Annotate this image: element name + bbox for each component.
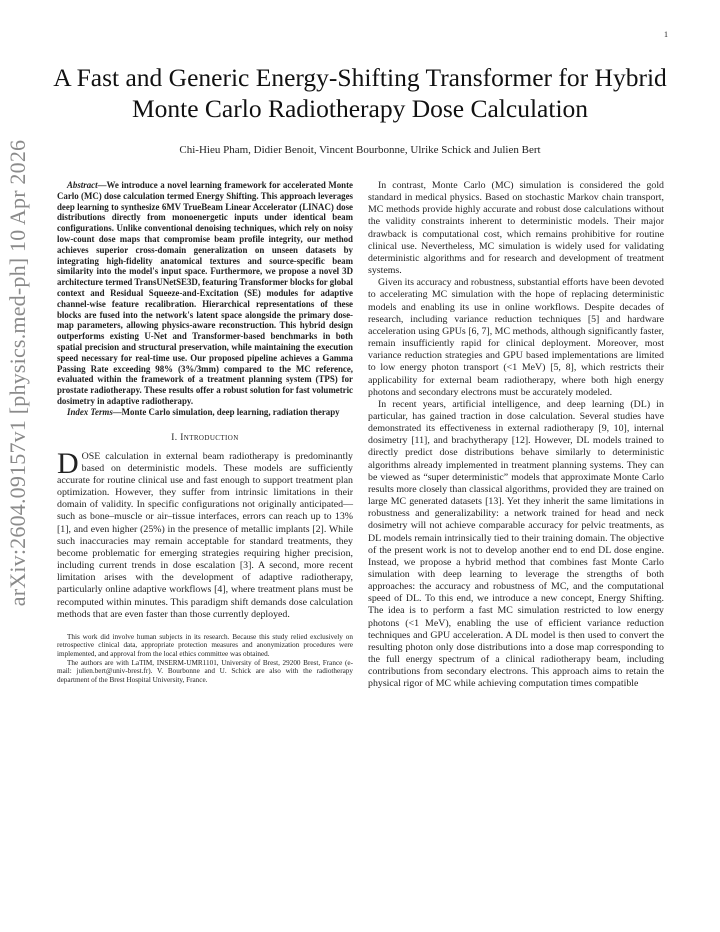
body-paragraph: In contrast, Monte Carlo (MC) simulation is considered the gold standard in medical physics. Based on stochastic Markov chain transport, MC methods provide highly accurate and robust dose calculations without the validity constraints inherent to deterministic models. Their major drawback is computational cost, which remains prohibitive for routine clinical use. Nevertheless, MC simulation is widely used for validating deterministic algorithms and for research and development of treatment systems. — [368, 180, 664, 277]
body-paragraph: Given its accuracy and robustness, substantial efforts have been devoted to accelerating MC simulation with the hope of replacing deterministic models and enabling its use in online workflows. Despite decades of research, including variance reduction techniques [5] and hardware acceleration using GPUs [6, 7], MC methods, although significantly faster, remain insufficiently rapid for clinical deployment. Moreover, most variance reduction strategies and GPU based implementations are limited to low energy photon transport (<1 MeV) [5, 8], which restricts their applicability for external beam radiotherapy, where both high energy photons and secondary electrons must be accurately modeled. — [368, 277, 664, 398]
intro-paragraph — [57, 446, 353, 621]
paper-title: A Fast and Generic Energy-Shifting Transformer for Hybrid Monte Carlo Radiotherapy Dose Calculation — [53, 63, 667, 123]
index-terms-label: Index Terms — [67, 406, 113, 417]
footnote-affiliations: The authors are with LaTIM, INSERM-UMR1101, University of Brest, 29200 Brest, France (e-mail: julien.bert@univ-brest.fr). V. Bourbonne and U. Schick are also with the radiotherapy department of the Brest Hospital University, France. — [57, 658, 353, 684]
abstract-text: —We introduce a novel learning framework for accelerated Monte Carlo (MC) dose calculation termed Energy Shifting. This approach leverages deep learning to synthesize 6MV TrueBeam Linear Accelerator (LINAC) dose distributions directly from monoenergetic inputs under identical beam configurations. Unlike conventional denoising techniques, which rely on noisy low-count dose maps that compromise beam profile integrity, our method achieves superior cross-domain generalization on unseen datasets by integrating high-fidelity anatomical textures and source-specific beam similarity into the model's input space. Furthermore, we propose a novel 3D architecture termed TransUNetSE3D, featuring Transformer blocks for global context and Residual Squeeze-and-Excitation (SE) modules for adaptive channel-wise feature recalibration. Hierarchical representations of these blocks are fused into the network's latent space alongside the primary dose-map parameters, allowing physics-aware reconstruction. This hybrid design outperforms existing U-Net and Transformer-based benchmarks in both spatial precision and structural preservation, while maintaining the execution speed necessary for real-time use. Our proposed pipeline achieves a Gamma Passing Rate exceeding 98% (3%/3mm) compared to the MC reference, evaluated within the framework of a treatment planning system (TPS) for prostate radiotherapy. These results offer a robust solution for fast volumetric dosimetry in adaptive radiotherapy. — [57, 180, 353, 406]
author-list: Chi-Hieu Pham, Didier Benoit, Vincent Bourbonne, Ulrike Schick and Julien Bert — [179, 144, 541, 156]
left-column — [57, 180, 353, 684]
abstract-label: Abstract — [67, 180, 98, 190]
intro-paragraph-text: OSE calculation in external beam radiotherapy is predominantly based on deterministic models. These models are sufficiently accurate for routine clinical use and fast enough to support treatment plan optimization. However, they suffer from intrinsic limitations in their domain of validity. In specific configurations not originally anticipated—such as bone–muscle or air–tissue interfaces, errors can reach up to 13% [1], and even higher (25%) in the presence of metallic implants [2]. While such inaccuracies may remain acceptable for standard treatments, they become problematic for emerging strategies requiring higher precision, including current trends in dose escalation [3]. A second, more recent limitation arises with the development of adaptive radiotherapy, particularly online adaptive workflows [4], where treatment plans must be recomputed within minutes. This paradigm shift demands dose calculation methods that are even faster than those currently deployed. — [57, 450, 353, 620]
body-paragraph: In recent years, artificial intelligence, and deep learning (DL) in particular, has gained traction in dose calculation. Several studies have demonstrated its effectiveness in external radiotherapy [9, 10], internal dosimetry [11], and brachytherapy [12]. However, DL models trained to directly predict dose distributions behave similarly to deterministic algorithms already implemented in treatment planning systems. They can be viewed as “super deterministic” models that approximate Monte Carlo results more closely than classical algorithms, provided they are trained on large MC generated datasets [13]. Yet they inherit the same limitations in robustness and generalizability: a network trained for head and neck dosimetry will not achieve comparable accuracy for pelvic treatments, as DL models remain intrinsically tied to their training domain. The objective of the present work is not to develop another end to end DL dose engine. Instead, we propose a hybrid method that combines fast Monte Carlo simulation with deep learning to leverage the strengths of both approaches: the accuracy and robustness of MC, and the computational speed of DL. To this end, we introduce a new concept, Energy Shifting. The idea is to perform a fast MC simulation restricted to low energy photons (<1 MeV), enabling the use of efficient variance reduction techniques and GPU acceleration. A DL model is then used to convert the resulting photon only dose distributions into a dose map corresponding to the full energy spectrum of a clinical radiotherapy beam, including contributions from secondary electrons. This approach aims to retain the physical rigor of MC while achieving computation times compatible — [368, 398, 664, 690]
drop-cap: D — [57, 446, 79, 480]
index-terms — [57, 407, 353, 418]
right-column — [368, 180, 664, 691]
abstract — [57, 180, 353, 407]
section-heading-introduction: I. Introduction — [171, 432, 239, 443]
index-terms-text: —Monte Carlo simulation, deep learning, radiation therapy — [112, 406, 340, 417]
footnotes — [57, 633, 353, 685]
footnote-ethics: This work did involve human subjects in its research. Because this study relied exclusively on retrospective clinical data, appropriate protection measures and anonymization procedures were implemented, and approval from the local ethics committee was obtained. — [57, 632, 353, 659]
page-number: 1 — [664, 30, 668, 39]
arxiv-identifier-stamp: arXiv:2604.09157v1 [physics.med-ph] 10 Apr 2026 — [5, 139, 30, 607]
